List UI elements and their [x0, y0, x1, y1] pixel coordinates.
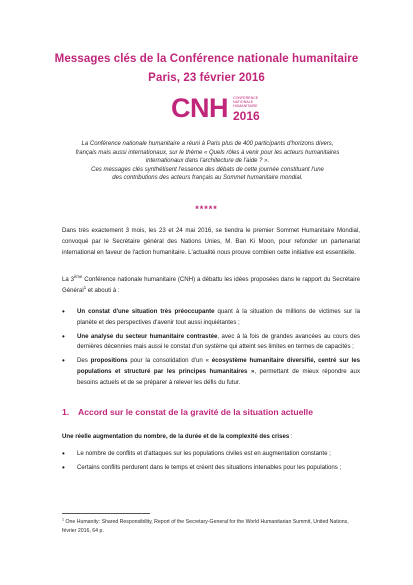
bullet-text: , permettant de mieux répondre aux besoins actuels et de se préparer à relever les défis du futur. — [77, 367, 360, 386]
intro-line: Ces messages clés synthétisent l'essence des débats de cette journée constituant l'une — [91, 166, 324, 173]
p2-middle: Conférence nationale humanitaire (CNH) a débattu les idées proposées dans le rapport du Secrétaire Général — [62, 276, 360, 294]
findings-list — [62, 307, 360, 392]
subheading-colon: : — [289, 433, 293, 440]
subheading-text: Une réelle augmentation du nombre, de la durée et de la complexité des crises — [62, 433, 290, 440]
crises-list — [62, 449, 360, 477]
bullet-icon: • — [62, 462, 65, 472]
bullet-prefix: Des — [77, 357, 91, 365]
logo-line-3: HUMANITAIRE — [233, 104, 258, 109]
section-heading — [62, 407, 360, 417]
logo-line-1: CONFÉRENCE — [233, 96, 259, 100]
intro-line: des contributions des acteurs français au Sommet humanitaire mondial. — [112, 175, 303, 182]
ordinal-superscript: ème — [74, 273, 83, 279]
footnote-divider — [62, 513, 150, 514]
bullet-mid: pour la consolidation d'un « — [127, 357, 212, 365]
section-number: 1. — [62, 407, 70, 417]
bullet-text: Le nombre de conflits et d'attaques sur les populations civiles est en augmentation constante ; — [77, 450, 331, 457]
separator-stars: ***** — [195, 204, 218, 214]
bullet-icon: • — [62, 307, 65, 316]
bullet-bold-2: écosystème humanitaire diversifié, centré sur les populations et structuré par les principes humanitaires » — [77, 357, 361, 375]
section-title: Accord sur le constat de la gravité de la situation actuelle — [78, 407, 313, 417]
list-item — [62, 463, 360, 474]
document-title: Messages clés de la Conférence nationale humanitaire — [54, 53, 359, 65]
bullet-bold: propositions — [90, 357, 128, 365]
intro-text — [55, 140, 360, 183]
bullet-bold: Une analyse du secteur humanitaire contrastée — [77, 332, 218, 340]
bullet-text: Certains conflits perdurent dans le temps et créent des situations intenables pour les populations ; — [77, 463, 342, 471]
p2-before: La 3 — [62, 276, 75, 283]
subheading — [62, 433, 360, 440]
p2-after: et abouti à : — [86, 286, 120, 294]
bullet-icon: • — [62, 449, 65, 458]
footnote-reference[interactable]: 1 — [83, 284, 87, 290]
bullet-text: , avec à la fois de grandes avancées au cours des dernières décennies mais aussi le constat d'un système qui atteint ses limites en termes de capacités ; — [77, 332, 361, 351]
bullet-icon: • — [62, 356, 65, 366]
document-subtitle-date: Paris, 23 février 2016 — [148, 72, 265, 84]
footnote — [62, 518, 360, 535]
bullet-icon: • — [62, 331, 65, 341]
bullet-text: quant à la situation de millions de victimes sur la planète et des perspectives d'avenir tout aussi inquiétantes ; — [77, 308, 360, 326]
paragraph-summit: Dans très exactement 3 mois, les 23 et 24 mai 2016, se tiendra le premier Sommet Humanitaire Mondial, convoqué par le Secrétaire général des Nations Unies, M. Ban Ki Moon, pour refonder un partenariat international en faveur de l'action humanitaire. L'actualité nous prouve combien cette initiative est essentielle. — [62, 227, 360, 256]
logo-caption — [233, 96, 275, 122]
intro-line: La Conférence nationale humanitaire a réuni à Paris plus de 400 participants d'horizons divers, — [81, 141, 334, 147]
intro-line: français mais aussi internationaux, sur le thème « Quels rôles à venir pour les acteurs humanitaires — [75, 149, 340, 156]
bullet-bold: Un constat d'une situation très préoccupante — [77, 308, 215, 315]
logo-mark: CNH — [171, 93, 228, 123]
footnote-marker: 1 — [62, 517, 65, 522]
list-item — [62, 332, 360, 354]
list-item — [62, 307, 360, 329]
list-item — [62, 356, 360, 388]
footnote-text: One Humanity: Shared Responsibility, Report of the Secretary-General for the World Humanitarian Summit, United Nations, février 2016, 64 p. — [62, 519, 349, 534]
logo-line-2: NATIONALE — [233, 100, 254, 105]
list-item — [62, 449, 360, 460]
paragraph-cnh — [62, 275, 360, 297]
intro-line: internationaux dans l'architecture de l'aide ? ». — [145, 158, 270, 165]
logo-year: 2016 — [233, 108, 260, 123]
